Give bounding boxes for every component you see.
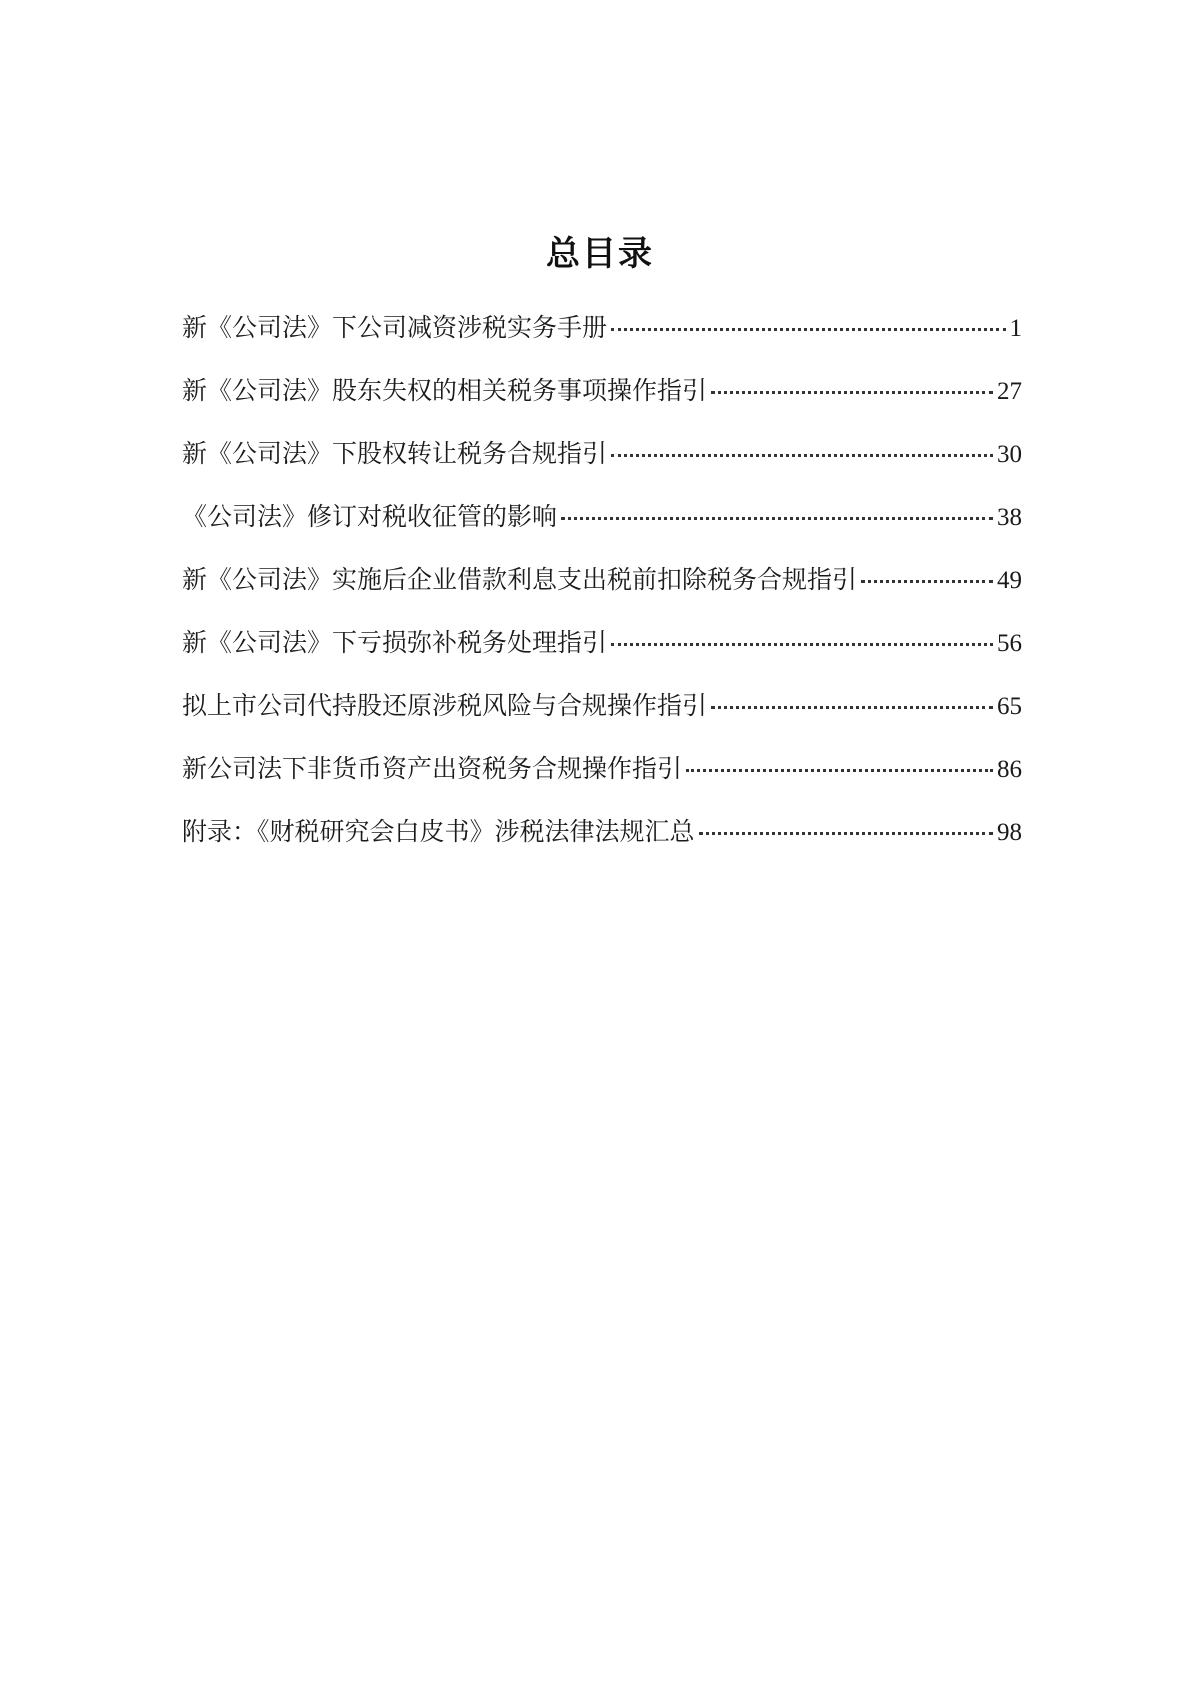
toc-leader-dots — [561, 517, 993, 520]
toc-leader-dots — [611, 643, 993, 646]
toc-entry[interactable] — [182, 313, 1022, 376]
toc-entry[interactable] — [182, 754, 1022, 817]
toc-entry[interactable] — [182, 817, 1022, 880]
toc-entry-title: 《公司法》修订对税收征管的影响 — [182, 502, 558, 531]
toc-leader-dots — [711, 391, 993, 394]
toc-entry-page: 38 — [997, 504, 1022, 531]
toc-entry-page: 30 — [997, 441, 1022, 468]
toc-leader-dots — [611, 454, 993, 457]
toc-leader-dots — [699, 832, 993, 835]
toc-entry-page: 1 — [1009, 315, 1022, 342]
toc-entry-title: 新《公司法》下公司减资涉税实务手册 — [182, 313, 608, 342]
toc-entry-page: 65 — [997, 693, 1022, 720]
toc-entry-title: 附录：《财税研究会白皮书》涉税法律法规汇总 — [182, 817, 695, 846]
toc-entry[interactable] — [182, 439, 1022, 502]
toc-entry-title: 新《公司法》股东失权的相关税务事项操作指引 — [182, 376, 708, 405]
toc-entry[interactable] — [182, 376, 1022, 439]
toc-entry[interactable] — [182, 565, 1022, 628]
toc-entry-title: 新公司法下非货币资产出资税务合规操作指引 — [182, 754, 683, 783]
toc-entry-title: 新《公司法》实施后企业借款利息支出税前扣除税务合规指引 — [182, 565, 858, 594]
toc-entry-page: 98 — [997, 819, 1022, 846]
toc-entry[interactable] — [182, 628, 1022, 691]
toc-list — [182, 313, 1022, 880]
toc-entry-title: 新《公司法》下股权转让税务合规指引 — [182, 439, 608, 468]
toc-leader-dots — [611, 328, 1005, 331]
toc-entry[interactable] — [182, 691, 1022, 754]
toc-leader-dots — [686, 769, 993, 772]
toc-entry-page: 49 — [997, 567, 1022, 594]
toc-entry-page: 27 — [997, 378, 1022, 405]
toc-entry-title: 拟上市公司代持股还原涉税风险与合规操作指引 — [182, 691, 708, 720]
toc-entry[interactable] — [182, 502, 1022, 565]
toc-leader-dots — [711, 706, 993, 709]
toc-entry-page: 56 — [997, 630, 1022, 657]
toc-leader-dots — [861, 580, 993, 583]
toc-entry-title: 新《公司法》下亏损弥补税务处理指引 — [182, 628, 608, 657]
toc-entry-page: 86 — [997, 756, 1022, 783]
toc-title: 总目录 — [546, 234, 654, 274]
